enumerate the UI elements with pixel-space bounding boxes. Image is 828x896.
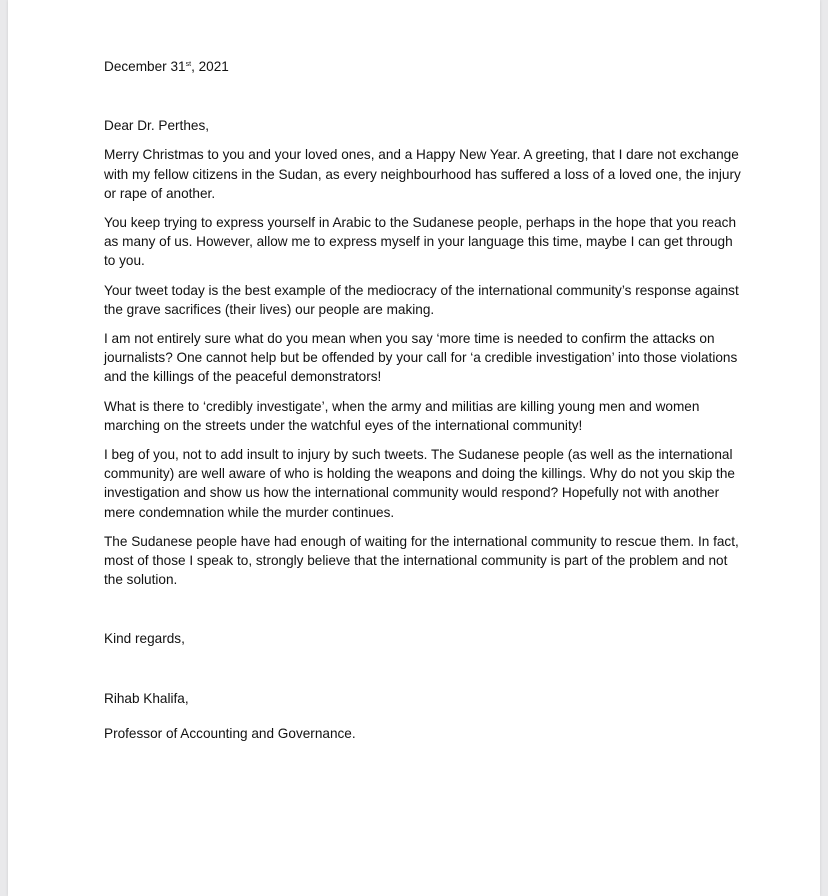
paragraph-credibly-investigate: What is there to ‘credibly investigate’, when the army and militias are killing young men and women marching on the streets under the watchful eyes of the international community! (104, 398, 700, 433)
paragraph-language: You keep trying to express yourself in Arabic to the Sudanese people, perhaps in the hope that you reach as many of us. However, allow me to express myself in your language this time, maybe I can get through to you. (104, 215, 737, 269)
salutation: Dear Dr. Perthes, (104, 118, 210, 134)
closing: Kind regards, (104, 631, 185, 647)
date-month-day: December 31 (104, 59, 186, 74)
date-year: , 2021 (191, 59, 229, 74)
paragraph-enough-waiting: The Sudanese people have had enough of waiting for the international community to rescue them. In fact, most of those I speak to, strongly believe that the international community is part of the problem and not the solution. (104, 533, 739, 588)
paragraph-tweet: Your tweet today is the best example of the mediocracy of the international community’s response against the grave sacrifices (their lives) our people are making. (104, 282, 739, 317)
signature-name: Rihab Khalifa, (104, 690, 189, 706)
paragraph-insult: I beg of you, not to add insult to injury by such tweets. The Sudanese people (as well as the international community) are well aware of who is holding the weapons and doing the killings. Why do not you skip the investigation and show us how the international community would respond? Hopefully not with another mere condemnation while the murder continues. (104, 447, 735, 520)
paragraph-investigation: I am not entirely sure what do you mean when you say ‘more time is needed to confirm the attacks on journalists? One cannot help but be offended by your call for ‘a credible investigation’ into those violations and the killings of the peaceful demonstrators! (104, 331, 738, 385)
letter-page (8, 0, 820, 896)
signature-title: Professor of Accounting and Governance. (104, 725, 356, 741)
letter-body (104, 57, 744, 743)
date-ordinal-suffix: st (185, 61, 192, 68)
letter-date (104, 57, 744, 76)
paragraph-greeting: Merry Christmas to you and your loved ones, and a Happy New Year. A greeting, that I dare not exchange with my fellow citizens in the Sudan, as every neighbourhood has suffered a loss of a loved one, the injury or rape of another. (104, 147, 741, 201)
